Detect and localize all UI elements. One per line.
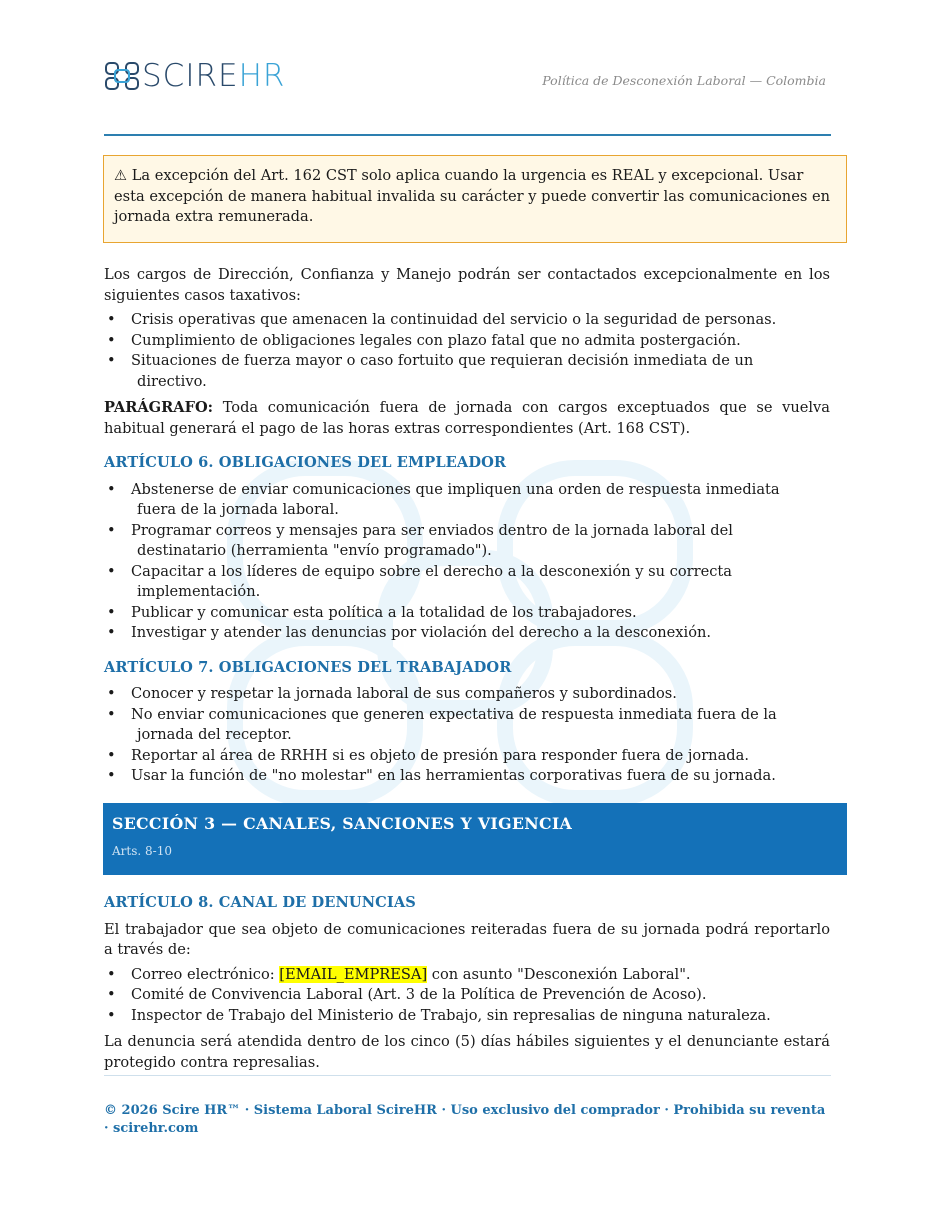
closing-paragraph: La denuncia será atendida dentro de los cinco (5) días hábiles siguientes y el denunciante estará protegido contra represalias. (104, 1033, 830, 1071)
paragrafo (104, 398, 830, 439)
paragrafo-text: Toda comunicación fuera de jornada con cargos exceptuados que se vuelva habitual generará el pago de las horas extras correspondientes (Art. 168 CST). (104, 399, 830, 437)
logo-icon (104, 59, 140, 93)
list-item: • Investigar y atender las denuncias por violación del derecho a la desconexión. (104, 623, 830, 644)
list-item: • Conocer y respetar la jornada laboral de sus compañeros y subordinados. (104, 684, 830, 705)
warning-callout (103, 155, 847, 243)
footer-divider (104, 1075, 831, 1076)
report-channels-list (104, 965, 830, 1027)
logo-wordmark: SCIREHR (142, 57, 286, 94)
list-item: • Reportar al área de RRHH si es objeto de presión para responder fuera de jornada. (104, 746, 830, 767)
page-footer: © 2026 Scire HR™ · Sistema Laboral ScireHR · Uso exclusivo del comprador · Prohibida su reventa · scirehr.com (104, 1103, 826, 1136)
list-item: • Cumplimiento de obligaciones legales con plazo fatal que no admita postergación. (104, 331, 830, 352)
list-item: • Comité de Convivencia Laboral (Art. 3 de la Política de Prevención de Acoso). (104, 985, 830, 1006)
email-prefix: Correo electrónico: (131, 965, 280, 983)
list-item: • Capacitar a los líderes de equipo sobre el derecho a la desconexión y su correcta implementación. (104, 562, 830, 603)
list-item: • Abstenerse de enviar comunicaciones que impliquen una orden de respuesta inmediata fuera de la jornada laboral. (104, 480, 830, 521)
list-item: • Publicar y comunicar esta política a la totalidad de los trabajadores. (104, 603, 830, 624)
list-item: • Situaciones de fuerza mayor o caso fortuito que requieran decisión inmediata de un directivo. (104, 351, 830, 392)
warning-text: ⚠ La excepción del Art. 162 CST solo aplica cuando la urgencia es REAL y excepcional. Usar esta excepción de manera habitual invalida su carácter y puede convertir las comunicaciones en jornada extra remunerada. (114, 167, 830, 225)
list-item: • No enviar comunicaciones que generen expectativa de respuesta inmediata fuera de la jornada del receptor. (104, 705, 830, 746)
list-item: • Programar correos y mensajes para ser enviados dentro de la jornada laboral del destinatario (herramienta "envío programado"). (104, 521, 830, 562)
article-8-paragraph: El trabajador que sea objeto de comunicaciones reiteradas fuera de su jornada podrá reportarlo a través de: (104, 920, 830, 958)
list-item: • Crisis operativas que amenacen la continuidad del servicio o la seguridad de personas. (104, 310, 830, 331)
email-placeholder: [EMAIL_EMPRESA] (279, 965, 428, 983)
header-divider (104, 134, 831, 136)
section-subtitle: Arts. 8-10 (112, 843, 172, 858)
list-item: • Inspector de Trabajo del Ministerio de Trabajo, sin represalias de ninguna naturaleza. (104, 1006, 830, 1027)
worker-obligations-list (104, 684, 830, 787)
email-suffix: con asunto "Desconexión Laboral". (427, 965, 691, 983)
article-6-heading: ARTÍCULO 6. OBLIGACIONES DEL EMPLEADOR (104, 454, 507, 471)
article-8-heading: ARTÍCULO 8. CANAL DE DENUNCIAS (104, 894, 416, 911)
paragrafo-label: PARÁGRAFO: (104, 399, 214, 416)
list-item: • Usar la función de "no molestar" en las herramientas corporativas fuera de su jornada. (104, 766, 830, 787)
section-title: SECCIÓN 3 — CANALES, SANCIONES Y VIGENCIA (112, 813, 573, 833)
exceptions-list (104, 310, 830, 392)
intro-paragraph: Los cargos de Dirección, Confianza y Manejo podrán ser contactados excepcionalmente en los siguientes casos taxativos: (104, 266, 830, 304)
company-logo (104, 58, 285, 94)
document-body (104, 265, 830, 1073)
page-header (104, 58, 830, 98)
document-title: Política de Desconexión Laboral — Colombia (542, 73, 826, 88)
list-item (104, 965, 830, 986)
section-3-banner (103, 803, 847, 876)
article-7-heading: ARTÍCULO 7. OBLIGACIONES DEL TRABAJADOR (104, 658, 512, 676)
employer-obligations-list (104, 480, 830, 644)
